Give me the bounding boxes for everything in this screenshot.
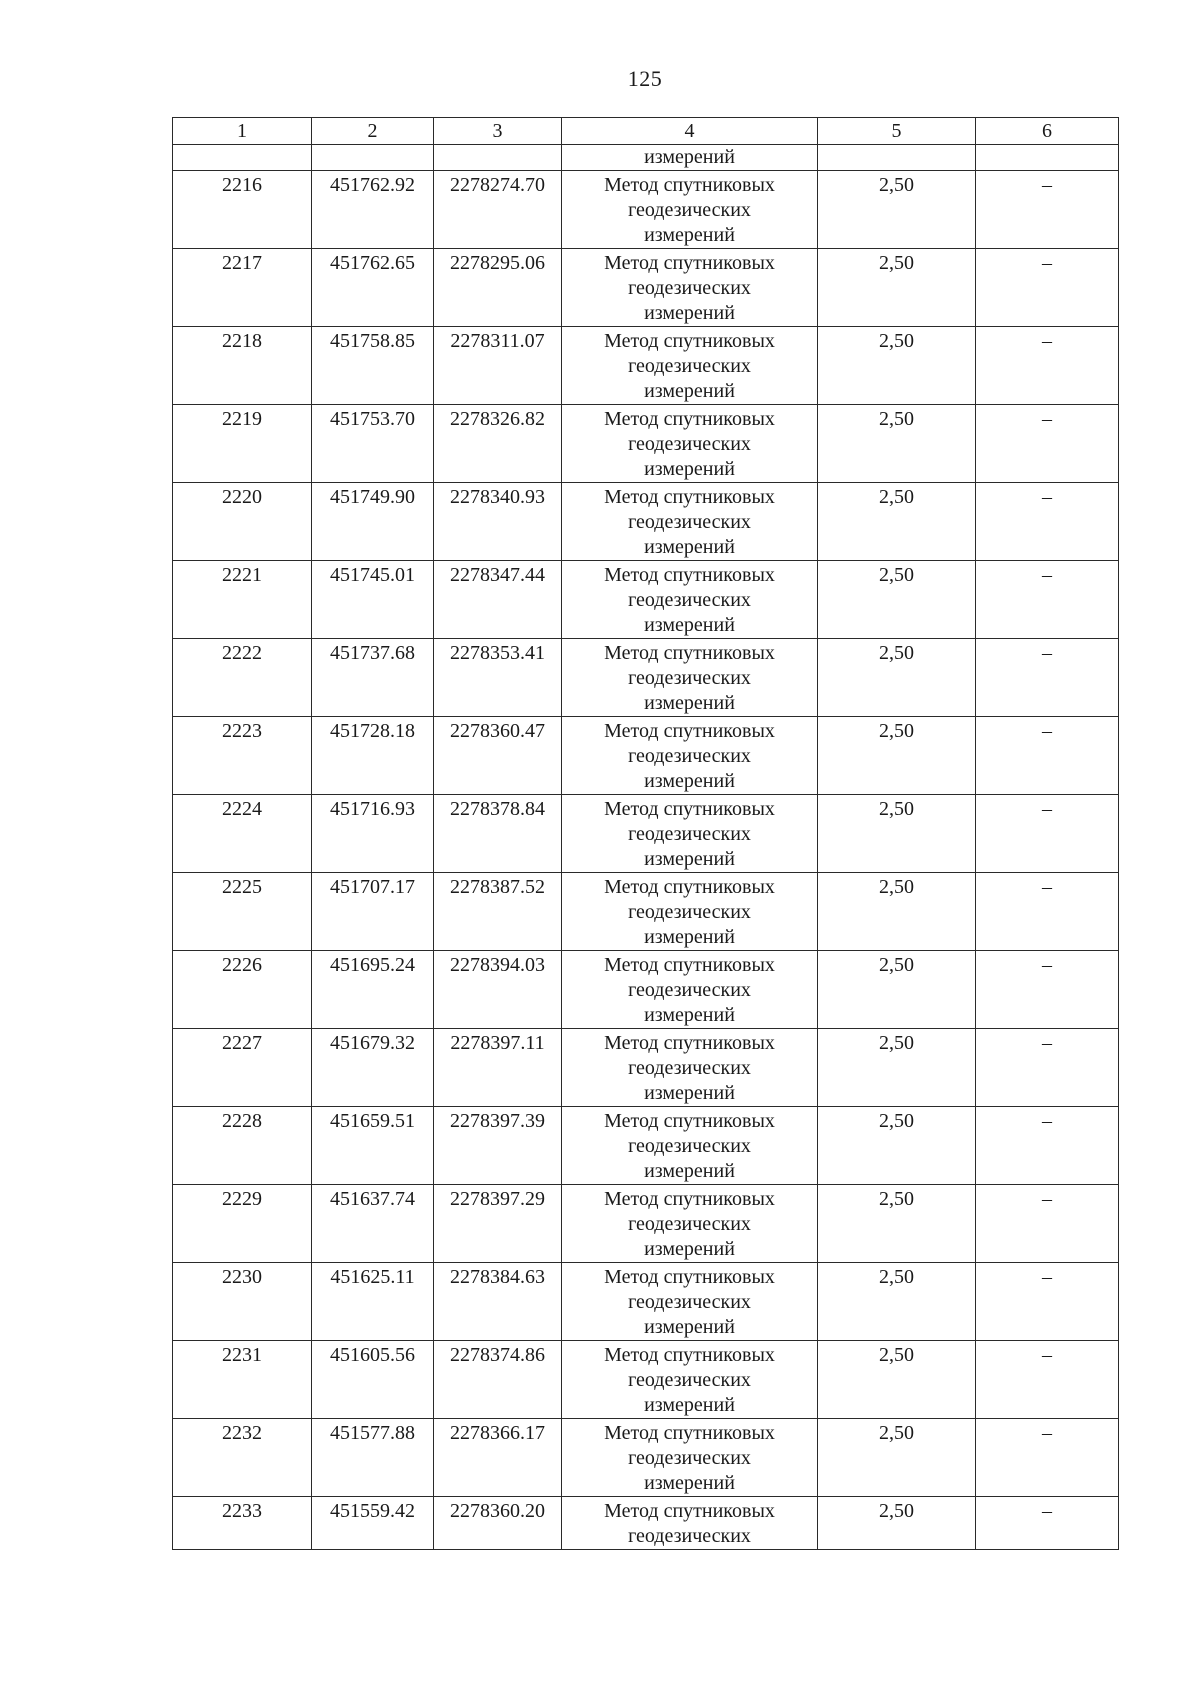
method-line: геодезических — [628, 355, 751, 377]
method-cell — [562, 483, 818, 561]
table-body — [173, 145, 1119, 1550]
x-coordinate-cell: 451762.65 — [312, 249, 434, 327]
method-cell — [562, 1107, 818, 1185]
accuracy-cell: 2,50 — [818, 795, 976, 873]
point-number-cell: 2220 — [173, 483, 312, 561]
method-line: Метод спутниковых — [604, 1110, 775, 1132]
method-line: Метод спутниковых — [604, 252, 775, 274]
table-row — [173, 171, 1119, 249]
y-coordinate-cell: 2278326.82 — [434, 405, 562, 483]
method-line: геодезических — [628, 745, 751, 767]
x-coordinate-cell: 451753.70 — [312, 405, 434, 483]
method-line: Метод спутниковых — [604, 798, 775, 820]
method-cell — [562, 873, 818, 951]
x-coordinate-cell: 451637.74 — [312, 1185, 434, 1263]
accuracy-cell: 2,50 — [818, 1341, 976, 1419]
x-coordinate-cell: 451577.88 — [312, 1419, 434, 1497]
header-col-3: 3 — [434, 118, 562, 145]
method-line: измерений — [644, 692, 735, 714]
method-line: измерений — [644, 224, 735, 246]
y-coordinate-cell: 2278360.20 — [434, 1497, 562, 1550]
table-row — [173, 1107, 1119, 1185]
method-cell — [562, 951, 818, 1029]
continuation-cell-1 — [173, 145, 312, 171]
y-coordinate-cell: 2278387.52 — [434, 873, 562, 951]
continuation-cell-5 — [818, 145, 976, 171]
method-line: измерений — [644, 1082, 735, 1104]
point-number-cell: 2228 — [173, 1107, 312, 1185]
note-cell: – — [976, 795, 1119, 873]
point-number-cell: 2231 — [173, 1341, 312, 1419]
y-coordinate-cell: 2278295.06 — [434, 249, 562, 327]
method-line: измерений — [644, 1316, 735, 1338]
method-line: геодезических — [628, 979, 751, 1001]
method-cell — [562, 717, 818, 795]
method-line: измерений — [644, 614, 735, 636]
method-line: геодезических — [628, 589, 751, 611]
header-col-1: 1 — [173, 118, 312, 145]
y-coordinate-cell: 2278360.47 — [434, 717, 562, 795]
table-row — [173, 951, 1119, 1029]
accuracy-cell: 2,50 — [818, 561, 976, 639]
y-coordinate-cell: 2278274.70 — [434, 171, 562, 249]
accuracy-cell: 2,50 — [818, 873, 976, 951]
method-line: геодезических — [628, 901, 751, 923]
table-header-row — [173, 118, 1119, 145]
accuracy-cell: 2,50 — [818, 405, 976, 483]
method-cell — [562, 1263, 818, 1341]
continuation-cell-2 — [312, 145, 434, 171]
x-coordinate-cell: 451737.68 — [312, 639, 434, 717]
y-coordinate-cell: 2278347.44 — [434, 561, 562, 639]
method-line: геодезических — [628, 1057, 751, 1079]
accuracy-cell: 2,50 — [818, 1419, 976, 1497]
x-coordinate-cell: 451625.11 — [312, 1263, 434, 1341]
y-coordinate-cell: 2278394.03 — [434, 951, 562, 1029]
note-cell: – — [976, 1185, 1119, 1263]
table-row — [173, 639, 1119, 717]
x-coordinate-cell: 451707.17 — [312, 873, 434, 951]
method-cell — [562, 1497, 818, 1550]
note-cell: – — [976, 249, 1119, 327]
method-line: Метод спутниковых — [604, 1344, 775, 1366]
note-cell: – — [976, 951, 1119, 1029]
x-coordinate-cell: 451749.90 — [312, 483, 434, 561]
y-coordinate-cell: 2278366.17 — [434, 1419, 562, 1497]
header-col-2: 2 — [312, 118, 434, 145]
method-cell — [562, 1185, 818, 1263]
point-number-cell: 2230 — [173, 1263, 312, 1341]
table-row — [173, 795, 1119, 873]
method-cell — [562, 249, 818, 327]
note-cell: – — [976, 1029, 1119, 1107]
method-line: геодезических — [628, 1369, 751, 1391]
method-line: Метод спутниковых — [604, 486, 775, 508]
method-line: геодезических — [628, 1291, 751, 1313]
method-line: геодезических — [628, 1447, 751, 1469]
header-col-5: 5 — [818, 118, 976, 145]
method-line: геодезических — [628, 667, 751, 689]
method-line: измерений — [644, 770, 735, 792]
method-line: геодезических — [628, 433, 751, 455]
accuracy-cell: 2,50 — [818, 249, 976, 327]
table-row — [173, 1029, 1119, 1107]
method-line: Метод спутниковых — [604, 720, 775, 742]
y-coordinate-cell: 2278311.07 — [434, 327, 562, 405]
note-cell: – — [976, 327, 1119, 405]
continuation-cell-3 — [434, 145, 562, 171]
x-coordinate-cell: 451559.42 — [312, 1497, 434, 1550]
y-coordinate-cell: 2278374.86 — [434, 1341, 562, 1419]
point-number-cell: 2223 — [173, 717, 312, 795]
method-line: Метод спутниковых — [604, 330, 775, 352]
method-cell — [562, 1029, 818, 1107]
note-cell: – — [976, 873, 1119, 951]
method-line: геодезических — [628, 277, 751, 299]
note-cell: – — [976, 1419, 1119, 1497]
method-line: Метод спутниковых — [604, 642, 775, 664]
accuracy-cell: 2,50 — [818, 483, 976, 561]
note-cell: – — [976, 1263, 1119, 1341]
accuracy-cell: 2,50 — [818, 1029, 976, 1107]
note-cell: – — [976, 1341, 1119, 1419]
x-coordinate-cell: 451728.18 — [312, 717, 434, 795]
point-number-cell: 2232 — [173, 1419, 312, 1497]
method-line: измерений — [644, 1160, 735, 1182]
page-number: 125 — [627, 66, 663, 91]
note-cell: – — [976, 717, 1119, 795]
y-coordinate-cell: 2278397.39 — [434, 1107, 562, 1185]
note-cell: – — [976, 639, 1119, 717]
accuracy-cell: 2,50 — [818, 639, 976, 717]
x-coordinate-cell: 451758.85 — [312, 327, 434, 405]
point-number-cell: 2222 — [173, 639, 312, 717]
point-number-cell: 2218 — [173, 327, 312, 405]
method-line: геодезических — [628, 511, 751, 533]
method-line: геодезических — [628, 1135, 751, 1157]
accuracy-cell: 2,50 — [818, 327, 976, 405]
method-cell — [562, 1341, 818, 1419]
accuracy-cell: 2,50 — [818, 1263, 976, 1341]
x-coordinate-cell: 451695.24 — [312, 951, 434, 1029]
point-number-cell: 2224 — [173, 795, 312, 873]
method-line: измерений — [644, 1238, 735, 1260]
x-coordinate-cell: 451716.93 — [312, 795, 434, 873]
y-coordinate-cell: 2278397.29 — [434, 1185, 562, 1263]
note-cell: – — [976, 483, 1119, 561]
coordinates-table — [172, 117, 1119, 1550]
accuracy-cell: 2,50 — [818, 951, 976, 1029]
table-row — [173, 1263, 1119, 1341]
method-line: Метод спутниковых — [604, 876, 775, 898]
x-coordinate-cell: 451679.32 — [312, 1029, 434, 1107]
accuracy-cell: 2,50 — [818, 1107, 976, 1185]
point-number-cell: 2217 — [173, 249, 312, 327]
table-row — [173, 1185, 1119, 1263]
method-cell — [562, 327, 818, 405]
method-line: измерений — [644, 458, 735, 480]
method-line: Метод спутниковых — [604, 954, 775, 976]
method-line: Метод спутниковых — [604, 1422, 775, 1444]
note-cell: – — [976, 1107, 1119, 1185]
table-row — [173, 1497, 1119, 1550]
table-row — [173, 1419, 1119, 1497]
accuracy-cell: 2,50 — [818, 1185, 976, 1263]
method-cell — [562, 405, 818, 483]
method-line: измерений — [644, 302, 735, 324]
method-cell — [562, 1419, 818, 1497]
note-cell: – — [976, 1497, 1119, 1550]
method-line: Метод спутниковых — [604, 1032, 775, 1054]
method-line: Метод спутниковых — [604, 564, 775, 586]
continuation-method-cell: измерений — [562, 145, 818, 171]
header-col-4: 4 — [562, 118, 818, 145]
table-row — [173, 249, 1119, 327]
method-line: измерений — [644, 536, 735, 558]
y-coordinate-cell: 2278378.84 — [434, 795, 562, 873]
method-cell — [562, 795, 818, 873]
y-coordinate-cell: 2278384.63 — [434, 1263, 562, 1341]
accuracy-cell: 2,50 — [818, 1497, 976, 1550]
continuation-cell-6 — [976, 145, 1119, 171]
continuation-row — [173, 145, 1119, 171]
table-row — [173, 1341, 1119, 1419]
y-coordinate-cell: 2278397.11 — [434, 1029, 562, 1107]
table-row — [173, 717, 1119, 795]
method-line: Метод спутниковых — [604, 174, 775, 196]
method-line: Метод спутниковых — [604, 1188, 775, 1210]
method-cell — [562, 639, 818, 717]
table-row — [173, 873, 1119, 951]
method-line: геодезических — [628, 1213, 751, 1235]
x-coordinate-cell: 451745.01 — [312, 561, 434, 639]
y-coordinate-cell: 2278340.93 — [434, 483, 562, 561]
method-line: геодезических — [628, 199, 751, 221]
method-line: измерений — [644, 1394, 735, 1416]
point-number-cell: 2225 — [173, 873, 312, 951]
method-line: измерений — [644, 848, 735, 870]
method-line: Метод спутниковых — [604, 1500, 775, 1522]
header-col-6: 6 — [976, 118, 1119, 145]
method-line: измерений — [644, 1004, 735, 1026]
x-coordinate-cell: 451762.92 — [312, 171, 434, 249]
x-coordinate-cell: 451605.56 — [312, 1341, 434, 1419]
accuracy-cell: 2,50 — [818, 171, 976, 249]
method-line: измерений — [644, 1472, 735, 1494]
point-number-cell: 2233 — [173, 1497, 312, 1550]
point-number-cell: 2219 — [173, 405, 312, 483]
method-line: Метод спутниковых — [604, 408, 775, 430]
method-line: Метод спутниковых — [604, 1266, 775, 1288]
point-number-cell: 2216 — [173, 171, 312, 249]
table-row — [173, 327, 1119, 405]
y-coordinate-cell: 2278353.41 — [434, 639, 562, 717]
point-number-cell: 2227 — [173, 1029, 312, 1107]
note-cell: – — [976, 171, 1119, 249]
table-row — [173, 405, 1119, 483]
note-cell: – — [976, 561, 1119, 639]
table-row — [173, 483, 1119, 561]
accuracy-cell: 2,50 — [818, 717, 976, 795]
method-line: геодезических — [628, 1525, 751, 1547]
x-coordinate-cell: 451659.51 — [312, 1107, 434, 1185]
table-row — [173, 561, 1119, 639]
method-line: измерений — [644, 926, 735, 948]
method-line: геодезических — [628, 823, 751, 845]
method-line: измерений — [644, 380, 735, 402]
method-cell — [562, 561, 818, 639]
point-number-cell: 2221 — [173, 561, 312, 639]
note-cell: – — [976, 405, 1119, 483]
method-cell — [562, 171, 818, 249]
point-number-cell: 2229 — [173, 1185, 312, 1263]
point-number-cell: 2226 — [173, 951, 312, 1029]
